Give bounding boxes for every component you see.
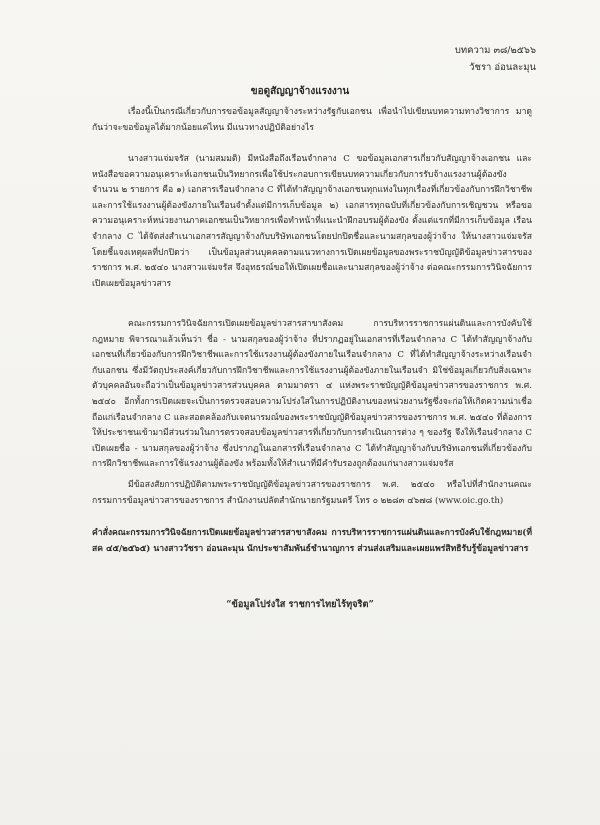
ruling-paragraph: คณะกรรมการวินิจฉัยการเปิดเผยข้อมูลข่าวสารสาขาสังคม การบริหารราชการแผ่นดินและการบังคับใช้กฎหมาย พิจารณาแล้วเห็นว่า ชื่อ - นามสกุลของผู้ว่าจ้าง ที่ปรากฏอยู่ในเอกสารที่เรือนจำกลาง C ได้ทำสัญญาจ้างกับเอกชนที่เกี่ยวข้องกับการฝึกวิชาชีพและการใช้แรงงานผู้ต้องขังภายในเรือนจำกลาง C ที่ได้ทำสัญญาจ้างระหว่างเรือนจำกับเอกชน ซึ่งมีวัตถุประสงค์เกี่ยวกับการฝึกวิชาชีพและการใช้แรงงานผู้ต้องขังภายในเรือนจำ มิใช่ข้อมูลเกี่ยวกับสิ่งเฉพาะตัวบุคคลอันจะถือว่าเป็นข้อมูลข่าวสารส่วนบุคคล ตามมาตรา ๔ แห่งพระราชบัญญัติข้อมูลข่าวสารของราชการ พ.ศ. ๒๕๔๐ อีกทั้งการเปิดเผยจะเป็นการตรวจสอบความโปร่งใสในการปฏิบัติงานของหน่วยงานรัฐซึ่งจะก่อให้เกิดความน่าเชื่อถือแก่เรือนจำกลาง C และสอดคล้องกับเจตนารมณ์ของพระราชบัญญัติข้อมูลข่าวสารของราชการ พ.ศ. ๒๕๔๐ ที่ต้องการให้ประชาชนเข้ามามีส่วนร่วมในการตรวจสอบข้อมูลข่าวสารที่เกี่ยวกับการดำเนินการต่าง ๆ ของรัฐ จึงให้เรือนจำกลาง C เปิดเผยชื่อ - นามสกุลของผู้ว่าจ้าง ซึ่งปรากฏในเอกสารที่เรือนจำกลาง C ได้ทำสัญญาจ้างกับบริษัทเอกชนที่เกี่ยวข้องกับการฝึกวิชาชีพและการใช้แรงงานผู้ต้องขัง พร้อมทั้งให้สำเนาที่มีคำรับรองถูกต้องแก่นางสาวแจ่มจรัส: [92, 319, 532, 470]
article-number: บทความ ๓๘/๒๕๖๖: [454, 45, 536, 56]
order-reference: คำสั่งคณะกรรมการวินิจฉัยการเปิดเผยข้อมูลข่าวสารสาขาสังคม การบริหารราชการแผ่นดินและการบังคับใช้กฎหมาย(ที่ สค ๔๕/๒๕๖๕) นางสาววัชรา อ่อนละมุน นักประชาสัมพันธ์ชำนาญการ ส่วนส่งเสริมและเผยแพร่สิทธิรับรู้ข้อมูลข่าวสาร: [92, 528, 532, 554]
article-author: วัชรา อ่อนละมุน: [469, 62, 536, 73]
intro-paragraph: เรื่องนี้เป็นกรณีเกี่ยวกับการขอข้อมูลสัญญาจ้างระหว่างรัฐกับเอกชน เพื่อนำไปเขียนบทความทางวิชาการ มาดูกันว่าจะขอข้อมูลได้มากน้อยแค่ไหน มีแนวทางปฏิบัติอย่างไร: [92, 107, 532, 133]
contact-paragraph: มีข้อสงสัยการปฏิบัติตามพระราชบัญญัติข้อมูลข่าวสารของราชการ พ.ศ. ๒๕๔๐ หรือไปที่สำนักงานคณะกรรมการข้อมูลข่าวสารของราชการ สำนักงานปลัดสำนักนายกรัฐมนตรี โทร ๐ ๒๒๘๓ ๔๖๗๘ (www.oic.go.th): [92, 480, 532, 506]
document-title: ขอดูสัญญาจ้างแรงงาน: [250, 86, 350, 97]
slogan: “ข้อมูลโปร่งใส ราชการไทยไร้ทุจริต”: [226, 599, 374, 610]
article-header: [455, 42, 536, 76]
facts-paragraph: นางสาวแจ่มจรัส (นามสมมติ) มีหนังสือถึงเรือนจำกลาง C ขอข้อมูลเอกสารเกี่ยวกับสัญญาจ้างเอกชน และหนังสือขอความอนุเคราะห์เอกชนเป็นวิทยากรเพื่อใช้ประกอบการเขียนบทความเกี่ยวกับการรับจ้างแรงงานผู้ต้องขัง จำนวน ๒ รายการ คือ ๑) เอกสารเรือนจำกลาง C ที่ได้ทำสัญญาจ้างเอกชนทุกแห่งในทุกเรื่องที่เกี่ยวข้องกับการฝึกวิชาชีพและการใช้แรงงานผู้ต้องขังภายในเรือนจำตั้งแต่มีการเก็บข้อมูล ๒) เอกสารทุกฉบับที่เกี่ยวข้องกับการเชิญชวน หรือขอความอนุเคราะห์หน่วยงานภาคเอกชนเป็นวิทยากรเพื่อทำหน้าที่แนะนำฝึกอบรมผู้ต้องขัง ตั้งแต่แรกที่มีการเก็บข้อมูล เรือนจำกลาง C ได้จัดส่งสำเนาเอกสารสัญญาจ้างกับบริษัทเอกชนโดยปกปิดชื่อและนามสกุลของผู้ว่าจ้าง ให้นางสาวแจ่มจรัส โดยชี้แจงเหตุผลที่ปกปิดว่า เป็นข้อมูลส่วนบุคคลตามแนวทางการเปิดเผยข้อมูลของพระราชบัญญัติข้อมูลข่าวสารของราชการ พ.ศ. ๒๕๔๐ นางสาวแจ่มจรัส จึงอุทธรณ์ขอให้เปิดเผยชื่อและนามสกุลของผู้ว่าจ้าง ต่อคณะกรรมการวินิจฉัยการเปิดเผยข้อมูลข่าวสาร: [92, 154, 532, 289]
